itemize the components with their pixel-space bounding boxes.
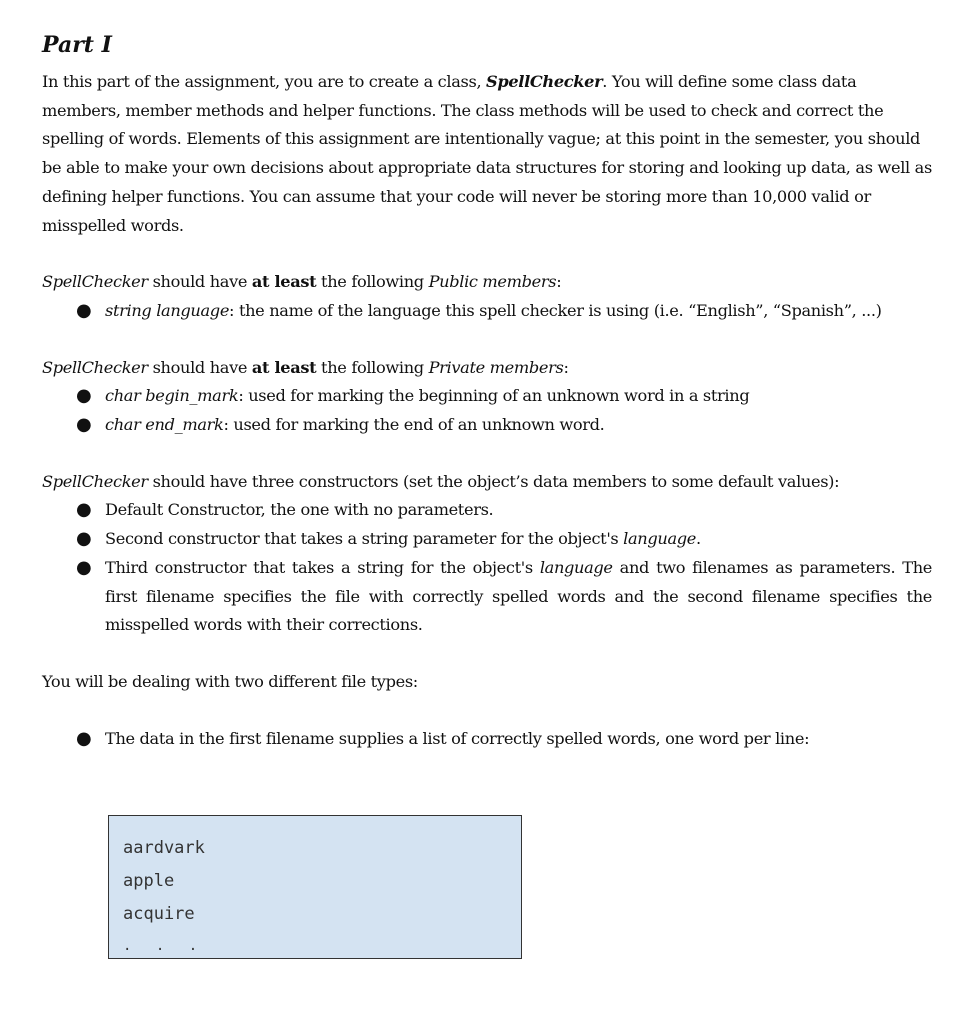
member-name: string language bbox=[105, 300, 230, 320]
bullet-icon: ● bbox=[76, 414, 92, 436]
second-constructor-text-b: . bbox=[696, 529, 701, 549]
intro-class-name: SpellChecker bbox=[486, 72, 603, 91]
constructors-class-name: SpellChecker bbox=[42, 471, 148, 491]
member-desc: : used for marking the beginning of an unknown word in a string bbox=[238, 386, 750, 406]
default-constructor-text: Default Constructor, the one with no parameters. bbox=[105, 500, 494, 520]
list-item bbox=[42, 725, 932, 754]
private-members-section bbox=[42, 354, 932, 440]
bullet-icon: ● bbox=[76, 727, 92, 749]
public-lead-text-a: should have bbox=[147, 272, 252, 292]
private-class-name: SpellChecker bbox=[42, 357, 148, 377]
intro-paragraph bbox=[42, 68, 932, 240]
constructors-lead bbox=[42, 468, 932, 497]
code-line: acquire bbox=[123, 904, 195, 924]
public-lead-text-b: the following bbox=[316, 272, 429, 292]
third-constructor-language: language bbox=[539, 557, 613, 577]
bullet-icon: ● bbox=[76, 556, 92, 578]
third-constructor-text-a: Third constructor that takes a string for the object's bbox=[105, 557, 540, 577]
member-name: char end_mark bbox=[105, 415, 224, 435]
member-desc: : the name of the language this spell checker is using (i.e. “English”, “Spanish”, ...) bbox=[229, 300, 882, 320]
constructors-section bbox=[42, 468, 932, 640]
list-item bbox=[42, 297, 932, 326]
list-item bbox=[42, 411, 932, 440]
private-kind: Private members bbox=[428, 357, 564, 377]
bullet-icon: ● bbox=[76, 499, 92, 521]
public-members-list bbox=[42, 297, 932, 326]
private-at-least: at least bbox=[251, 357, 317, 377]
public-at-least: at least bbox=[251, 272, 317, 292]
constructors-lead-text: should have three constructors (set the object’s data members to some default values): bbox=[147, 471, 840, 491]
first-file-description: The data in the first filename supplies a list of correctly spelled words, one word per line: bbox=[105, 728, 810, 748]
second-constructor-text-a: Second constructor that takes a string parameter for the object's bbox=[105, 529, 624, 549]
bullet-icon: ● bbox=[76, 385, 92, 407]
code-line: aardvark bbox=[123, 838, 205, 858]
part-title: Part I bbox=[42, 32, 112, 58]
file-types-section bbox=[42, 668, 932, 753]
code-example-box bbox=[108, 815, 522, 959]
list-item bbox=[42, 496, 932, 525]
second-constructor-language: language bbox=[623, 529, 697, 549]
document-page bbox=[42, 30, 932, 753]
code-line: apple bbox=[123, 871, 175, 891]
constructors-list bbox=[42, 496, 932, 640]
intro-text-1: In this part of the assignment, you are to create a class, bbox=[42, 72, 487, 91]
private-lead-text-b: the following bbox=[316, 357, 429, 377]
file-types-list bbox=[42, 725, 932, 754]
list-item bbox=[42, 525, 932, 554]
intro-text-2: . You will define some class data members, member methods and helper functions. The class methods will be used to check and correct the spelling of words. Elements of this assignment are intentionally vague; at this point in the semester, you should be able to make your own decisions about appropriate data structures for storing and looking up data, as well as defining helper functions. You can assume that your code will never be storing more than 10,000 valid or misspelled words. bbox=[42, 72, 932, 235]
public-colon: : bbox=[556, 272, 562, 292]
public-members-lead bbox=[42, 268, 932, 297]
public-kind: Public members bbox=[428, 272, 557, 292]
private-members-list bbox=[42, 382, 932, 439]
member-name: char begin_mark bbox=[105, 386, 239, 406]
private-lead-text-a: should have bbox=[147, 357, 252, 377]
bullet-icon: ● bbox=[76, 299, 92, 321]
file-types-lead: You will be dealing with two different file types: bbox=[42, 671, 418, 691]
private-members-lead bbox=[42, 354, 932, 383]
member-desc: : used for marking the end of an unknown word. bbox=[223, 415, 605, 435]
list-item bbox=[42, 382, 932, 411]
public-class-name: SpellChecker bbox=[42, 272, 148, 292]
private-colon: : bbox=[563, 357, 569, 377]
public-members-section bbox=[42, 268, 932, 325]
list-item bbox=[42, 554, 932, 640]
third-constructor-text-b: and two filenames as parameters. The first filename specifies the file with correctly spelled words and the second filename specifies the misspelled words with their corrections. bbox=[105, 557, 932, 635]
bullet-icon: ● bbox=[76, 528, 92, 550]
code-ellipsis: . . . bbox=[123, 938, 206, 954]
